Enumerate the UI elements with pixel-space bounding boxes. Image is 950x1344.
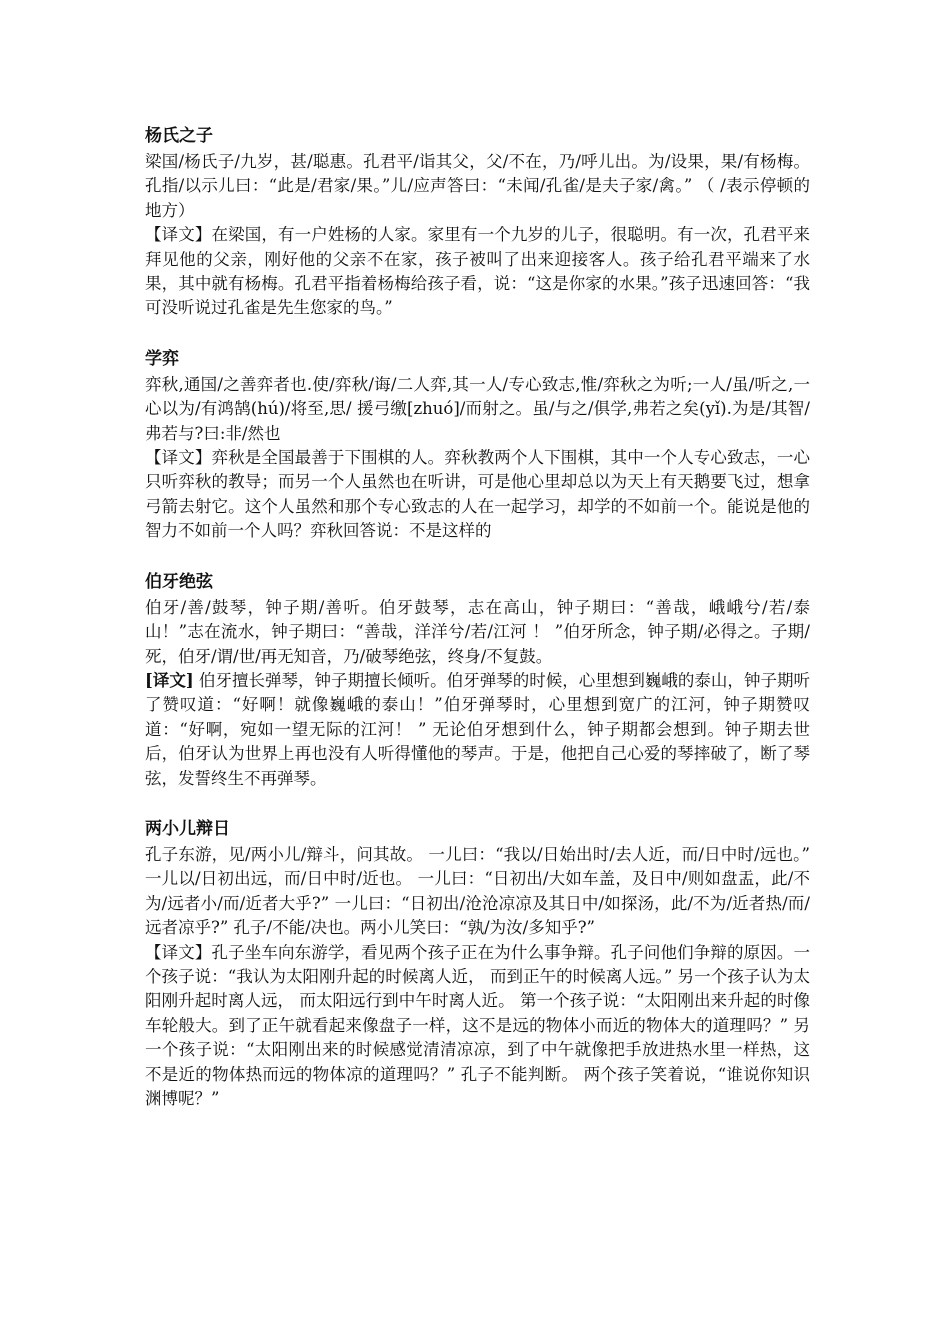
- section-title: 学弈: [145, 348, 179, 369]
- section-xue-yi: [145, 347, 810, 544]
- translation-text: 孔子坐车向东游学，看见两个孩子正在为什么事争辩。孔子问他们争辩的原因。一个孩子说：“我认为太阳刚升起的时候离人近， 而到正午的时候离人远。” 另一个孩子认为太阳刚升起时离人远， 而太阳远行到中午时离人近。 第一个孩子说：“太阳刚出来升起的时像车轮般大。到了正午就看起来像盘子一样，这不是远的物体小而近的物体大的道理吗？” 另一个孩子说：“太阳刚出来的时候感觉清清凉凉，到了中午就像把手放进热水里一样热，这不是近的物体热而远的物体凉的道理吗？” 孔子不能判断。 两个孩子笑着说，“谁说你知识渊博呢？”: [145, 942, 811, 1108]
- translation-text: 伯牙擅长弹琴，钟子期擅长倾听。伯牙弹琴的时候，心里想到巍峨的泰山，钟子期听了赞叹道：“好啊！就像巍峨的泰山！”伯牙弹琴时，心里想到宽广的江河，钟子期赞叹道：“好啊，宛如一望无际的江河！ ” 无论伯牙想到什么，钟子期都会想到。钟子期去世后，伯牙认为世界上再也没有人听得懂他的琴声。于是，他把自己心爱的琴摔破了，断了琴弦，发誓终生不再弹琴。: [145, 670, 810, 788]
- original-text: 梁国/杨氏子/九岁，甚/聪惠。孔君平/诣其父，父/不在，乃/呼儿出。为/设果，果/有杨梅。孔指/以示儿曰：“此是/君家/果。”儿/应声答曰：“未闻/孔雀/是夫子家/禽。” （ /表示停顿的地方）: [145, 152, 810, 220]
- translation-paragraph: [145, 223, 810, 321]
- translation-paragraph: [145, 446, 810, 544]
- original-text: 孔子东游，见/两小儿/辩斗，问其故。 一儿曰：“我以/日始出时/去人近，而/日中时/远也。” 一儿以/日初出远，而/日中时/近也。 一儿曰：“日初出/大如车盖，及日中/则如盘盂，此/不为/远者小/而/近者大乎?” 一儿曰：“日初出/沧沧凉凉及其日中/如探汤，此/不为/近者热/而/远者凉乎?” 孔子/不能/决也。两小儿笑曰：“孰/为汝/多知乎?”: [145, 844, 810, 938]
- translation-tag: 【译文】: [145, 225, 212, 245]
- translation-paragraph: [145, 941, 810, 1112]
- section-title: 两小儿辩日: [145, 818, 230, 839]
- original-text: 伯牙/善/鼓琴，钟子期/善听。伯牙鼓琴，志在高山，钟子期曰：“善哉，峨峨兮/若/泰山！”志在流水，钟子期曰：“善哉，洋洋兮/若/江河 ！ ”伯牙所念，钟子期/必得之。子期/死，伯牙/谓/世/再无知音，乃/破琴绝弦，终身/不复鼓。: [145, 597, 810, 666]
- translation-tag: 【译文】: [145, 942, 212, 962]
- section-bo-ya-jue-xian: [145, 570, 810, 791]
- document-content: [145, 124, 810, 1137]
- section-title: 杨氏之子: [145, 126, 213, 146]
- section-liang-xiao-er-bian-ri: [145, 817, 810, 1111]
- translation-text: 在梁国，有一户姓杨的人家。家里有一个九岁的儿子，很聪明。有一次，孔君平来拜见他的父亲，刚好他的父亲不在家，孩子被叫了出来迎接客人。孩子给孔君平端来了水果，其中就有杨梅。孔君平指着杨梅给孩子看，说：“这是你家的水果。”孩子迅速回答：“我可没听说过孔雀是先生您家的鸟。”: [145, 225, 811, 318]
- section-title: 伯牙绝弦: [145, 571, 213, 592]
- translation-text: 弈秋是全国最善于下围棋的人。弈秋教两个人下围棋，其中一个人专心致志，一心只听弈秋的教导；而另一个人虽然也在听讲，可是他心里却总以为天上有天鹅要飞过，想拿弓箭去射它。这个人虽然和那个专心致志的人在一起学习，却学的不如前一个。能说是他的智力不如前一个人吗？弈秋回答说：不是这样的: [145, 448, 811, 541]
- translation-paragraph: [145, 669, 810, 791]
- translation-tag: 【译文】: [145, 448, 212, 468]
- original-text: 弈秋,通国/之善弈者也.使/弈秋/诲/二人弈,其一人/专心致志,惟/弈秋之为听;一人/虽/听之,一心以为/有鸿鹄(hú)/将至,思/ 援弓缴[zhuó]/而射之。虽/与之/俱学,弗若之矣(yǐ).为是/其智/弗若与?曰:非/然也: [145, 374, 810, 443]
- translation-tag: [译文]: [145, 670, 194, 690]
- section-yang-shi-zhi-zi: [145, 124, 810, 321]
